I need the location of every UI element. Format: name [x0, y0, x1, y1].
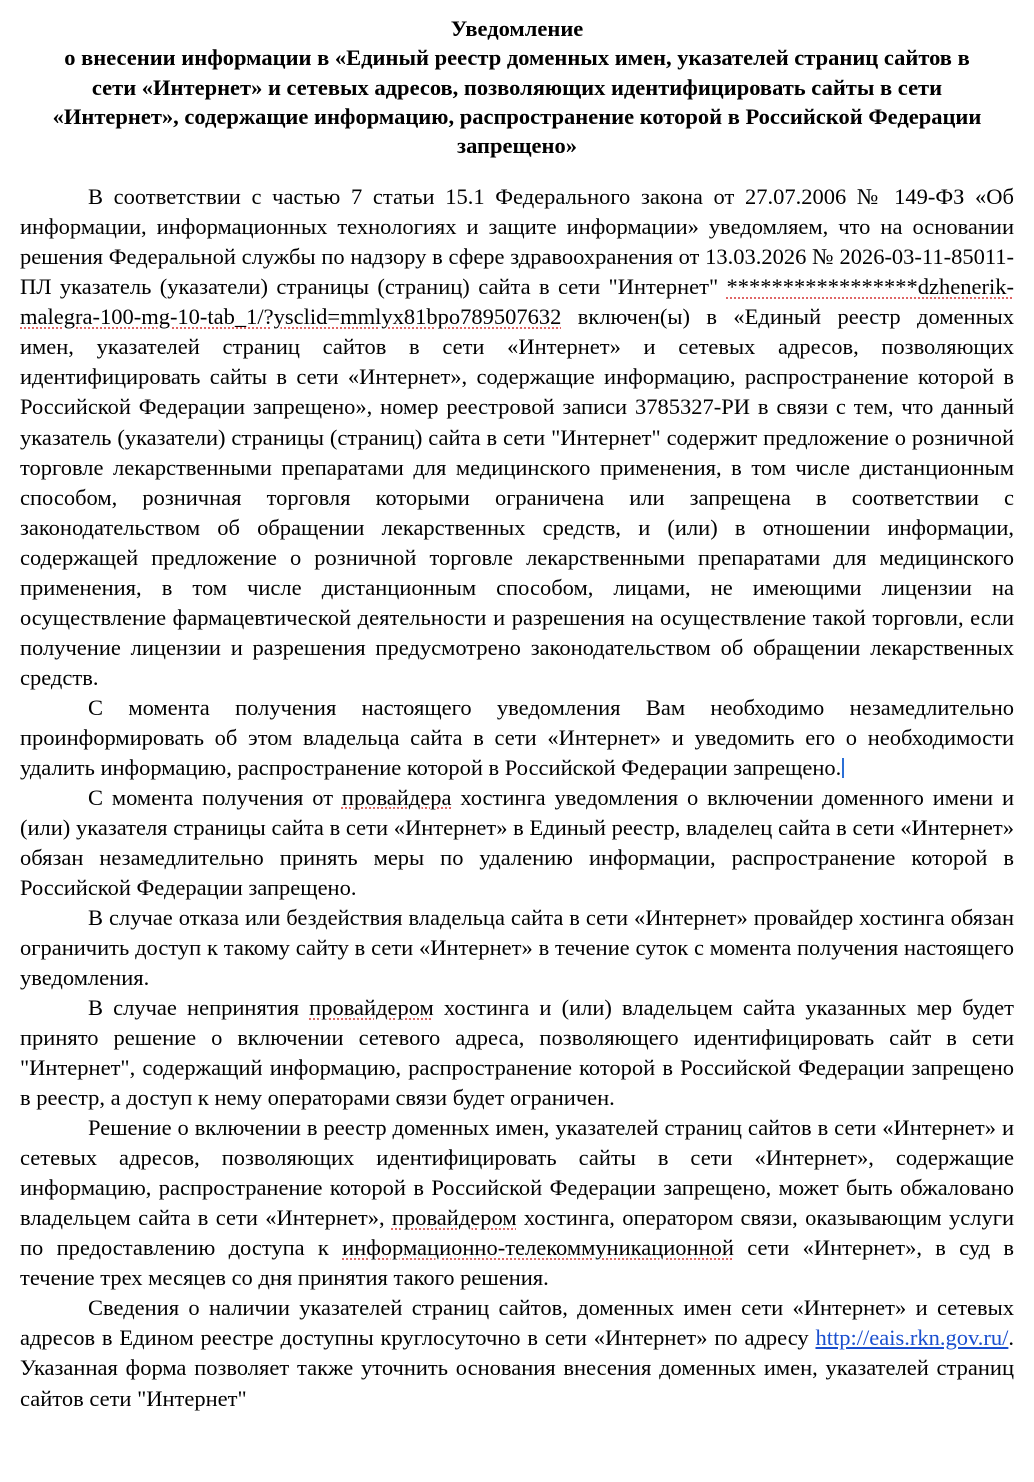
paragraph-1-part-1: В соответствии с частью 7 статьи 15.1 Федерального закона от 27.07.2006 № 149-ФЗ «Об информации, информационных технологиях и защите информации» уведомляем, что на основании решения Федеральной службы по надзору в сфере здравоохранения от 13.03.2026 № 2026-03-11-85011-ПЛ указатель (указатели) страницы (страниц) сайта в сети "Интернет"	[20, 184, 1014, 300]
paragraph-7-before: Сведения о наличии указателей страниц сайтов, доменных имен сети «Интернет» и сетевых адресов в Едином реестре доступны круглосуточно в сети «Интернет» по адресу	[20, 1295, 1014, 1351]
spellcheck-word-telecom: информационно-телекоммуникационной	[342, 1235, 734, 1261]
paragraph-6	[20, 1113, 1014, 1293]
paragraph-6-after: сети «Интернет», в суд в течение трех месяцев со дня принятия такого решения.	[20, 1235, 1014, 1291]
paragraph-7-after: . Указанная форма позволяет также уточнить основания внесения доменных имен, указателей страниц сайтов сети "Интернет"	[20, 1325, 1014, 1411]
paragraph-7	[20, 1293, 1014, 1413]
paragraph-1-part-2: включен(ы) в «Единый реестр доменных имен, указателей страниц сайтов в сети «Интернет» и сетевых адресов, позволяющих идентифицировать сайты в сети «Интернет», содержащие информацию, распространение которой в Российской Федерации запрещено», номер реестровой записи 3785327-РИ в связи с тем, что данный указатель (указатели) страницы (страниц) сайта в сети "Интернет" содержит предложение о розничной торговле лекарственными препаратами для медицинского применения, в том числе дистанционным способом, розничная торговля которыми ограничена или запрещена в соответствии с законодательством об обращении лекарственных средств, и (или) в отношении информации, содержащей предложение о розничной торговле лекарственными препаратами для медицинского применения, в том числе дистанционным способом, лицами, не имеющими лицензии на осуществление фармацевтической деятельности и разрешения на осуществление такой торговли, если получение лицензии и разрешения предусмотрено законодательством об обращении лекарственных средств.	[20, 304, 1014, 690]
document-title-block	[46, 14, 988, 160]
paragraph-3-after: хостинга уведомления о включении доменного имени и (или) указателя страницы сайта в сети «Интернет» в Единый реестр, владелец сайта в сети «Интернет» обязан незамедлительно принять меры по удалению информации, распространение которой в Российской Федерации запрещено.	[20, 784, 1015, 900]
document-body	[20, 182, 1014, 1413]
paragraph-3-before: С момента получения от	[88, 784, 342, 810]
paragraph-4-text: В случае отказа или бездействия владельца сайта в сети «Интернет» провайдер хостинга обязан ограничить доступ к такому сайту в сети «Интернет» в течение суток с момента получения настоящего уведомления.	[20, 905, 1014, 991]
paragraph-6-mid: хостинга, оператором связи, оказывающим услуги по предоставлению доступа к	[20, 1205, 1014, 1261]
paragraph-6-before: Решение о включении в реестр доменных имен, указателей страниц сайтов в сети «Интернет» и сетевых адресов, позволяющих идентифицировать сайты в сети «Интернет», содержащие информацию, распространение которой в Российской Федерации запрещено, может быть обжаловано владельцем сайта в сети «Интернет»,	[20, 1115, 1014, 1231]
paragraph-5-before: В случае непринятия	[88, 995, 310, 1021]
paragraph-4	[20, 903, 1014, 993]
paragraph-1	[20, 182, 1014, 693]
paragraph-2-text: С момента получения настоящего уведомления Вам необходимо незамедлительно проинформировать об этом владельца сайта в сети «Интернет» и уведомить его о необходимости удалить информацию, распространение которой в Российской Федерации запрещено.	[20, 694, 1014, 780]
spellcheck-word-provider: провайдера	[341, 784, 452, 810]
paragraph-2	[20, 693, 1014, 783]
spellcheck-word-provider-instrumental: провайдером	[309, 995, 434, 1021]
eais-registry-link[interactable]: http://eais.rkn.gov.ru/	[815, 1325, 1009, 1351]
paragraph-3	[20, 783, 1014, 903]
text-cursor	[842, 758, 844, 778]
spellcheck-word-provider-2: провайдером	[391, 1205, 517, 1231]
document-subtitle: о внесении информации в «Единый реестр доменных имен, указателей страниц сайтов в сети «Интернет» и сетевых адресов, позволяющих идентифицировать сайты в сети «Интернет», содержащие информацию, распространение которой в Российской Федерации запрещено»	[52, 45, 982, 158]
masked-url: *****************dzhenerik-malegra-100-mg-10-tab_1/?ysclid=mmlyx81bpo789507632	[20, 274, 1014, 330]
document-title: Уведомление	[450, 16, 584, 41]
paragraph-5-after: хостинга и (или) владельцем сайта указанных мер будет принято решение о включении сетевого адреса, позволяющего идентифицировать сайт в сети "Интернет", содержащий информацию, распространение которой в Российской Федерации запрещено в реестр, а доступ к нему операторами связи будет ограничен.	[20, 995, 1014, 1111]
paragraph-5	[20, 993, 1014, 1113]
